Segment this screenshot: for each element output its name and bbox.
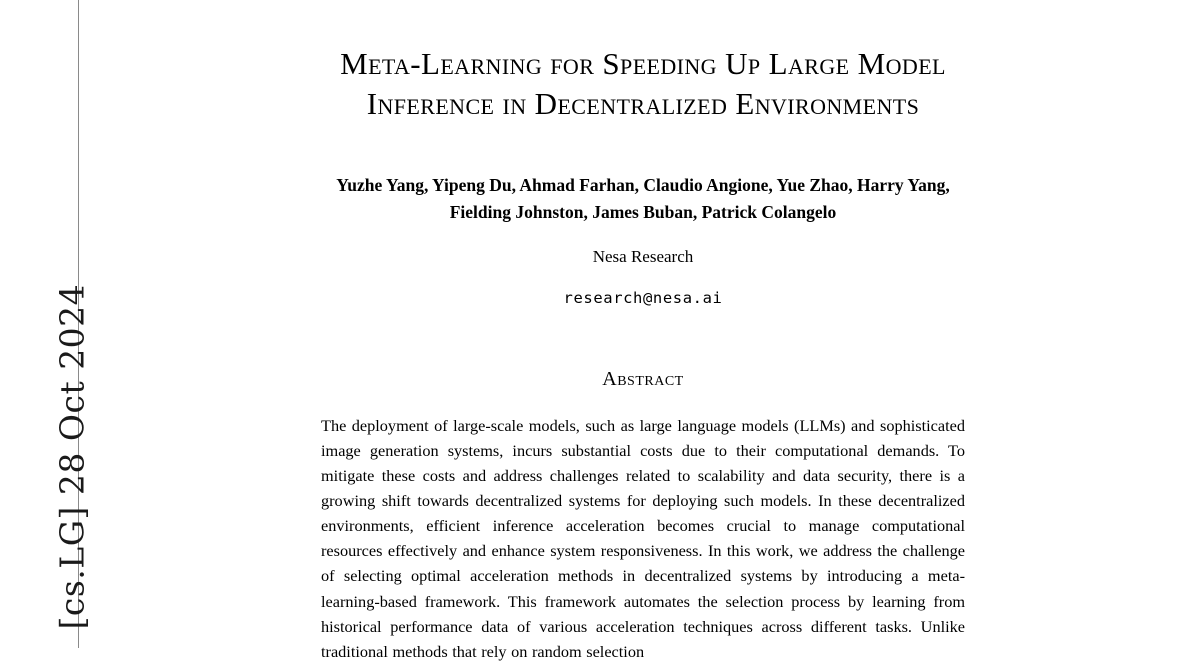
paper-page: [86, 0, 1200, 661]
contact-email: research@nesa.ai: [563, 288, 723, 307]
arxiv-stamp-text: [cs.LG] 28 Oct 2024: [52, 283, 92, 630]
abstract-text: The deployment of large-scale models, such as large language models (LLMs) and sophisticated image generation systems, incurs substantial costs due to their computational demands. To mitigate these costs and address challenges related to scalability and data security, there is a growing shift towards decentralized systems for deploying such models. In these decentralized environments, efficient inference acceleration becomes crucial to manage computational resources effectively and enhance system responsiveness. In this work, we address the challenge of selecting optimal acceleration methods in decentralized systems by introducing a meta-learning-based framework. This framework automates the selection process by learning from historical performance data of various acceleration techniques across different tasks. Unlike traditional methods that rely on random selection: [321, 415, 965, 661]
abstract-heading: Abstract: [602, 367, 684, 390]
author-line-2: Fielding Johnston, James Buban, Patrick Colangelo: [449, 201, 837, 222]
author-list: [86, 125, 1200, 226]
title-line-2: Inference in Decentralized Environments: [366, 86, 920, 122]
author-line-1: Yuzhe Yang, Yipeng Du, Ahmad Farhan, Claudio Angione, Yue Zhao, Harry Yang,: [336, 174, 950, 195]
page-title: [86, 0, 1200, 125]
title-line-1: Meta-Learning for Speeding Up Large Model: [340, 46, 946, 81]
arxiv-stamp: [0, 0, 92, 648]
affiliation: Nesa Research: [592, 246, 694, 266]
